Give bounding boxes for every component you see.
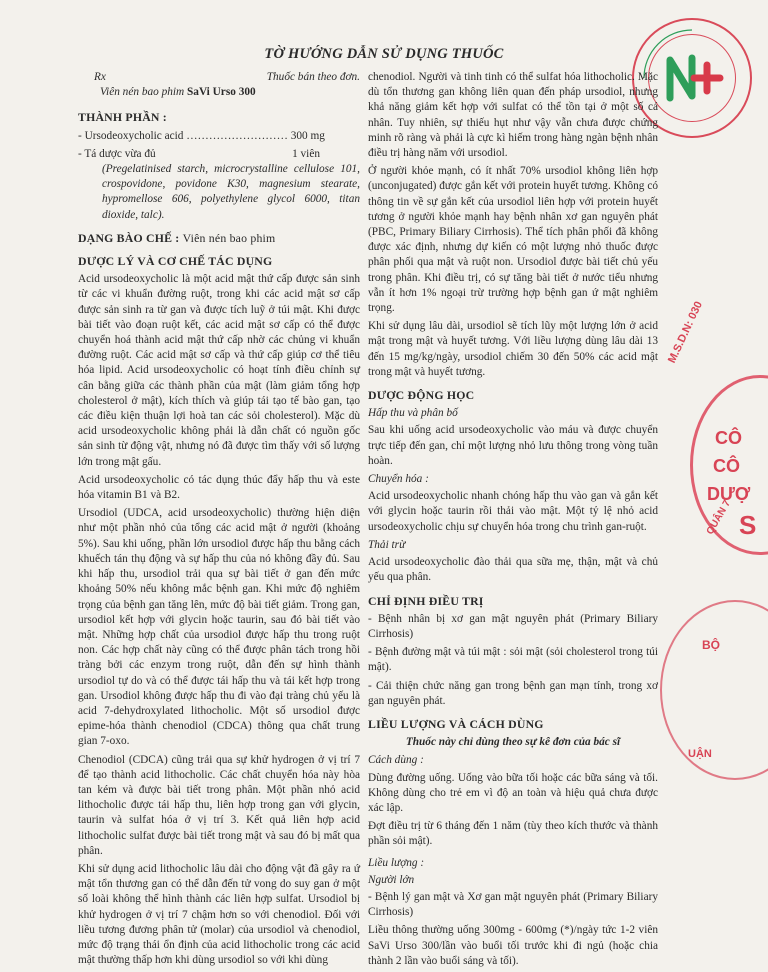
seal-text: BỘ xyxy=(702,638,720,652)
prescription-note: Thuốc này chỉ dùng theo sự kê đơn của bác sĩ xyxy=(405,736,621,749)
absorption-label: Hấp thu và phân bố xyxy=(368,407,458,420)
dosage-heading: LIỀU LƯỢNG VÀ CÁCH DÙNG xyxy=(368,716,544,731)
adult-label: Người lớn xyxy=(368,873,415,886)
absorption-text: Sau khi uống acid ursodeoxycholic vào máu và được chuyển trực tiếp đến gan, chỉ một lượng nhỏ lưu thông trong vòng tuần hoàn. xyxy=(368,424,658,467)
product-prefix: Viên nén bao phim xyxy=(100,86,185,99)
composition-active: - Ursodeoxycholic acid ……………………… 300 mg xyxy=(78,129,325,142)
course-text: Đợt điều trị từ 6 tháng đến 1 năm (tùy theo kích thước và thành phần sỏi mật). xyxy=(368,820,658,848)
rx-note: Thuốc bán theo đơn. xyxy=(266,71,360,83)
adult-indication: - Bệnh lý gan mật và Xơ gan mật nguyên phát (Primary Biliary Cirrhosis) xyxy=(368,890,658,919)
seal-text: DƯỢ xyxy=(707,484,751,504)
indication-item: - Bệnh nhân bị xơ gan mật nguyên phát (Primary Biliary Cirrhosis) xyxy=(368,612,658,640)
elimination-text: Acid ursodeoxycholic đào thải qua sữa mẹ, thận, mật và chủ yếu qua phân. xyxy=(368,556,658,584)
rx-line xyxy=(78,70,360,85)
metabolism-label: Chuyển hóa : xyxy=(368,473,429,486)
product-name: SaVi Urso 300 xyxy=(187,86,256,99)
pharmacology-paragraph: chenodiol. Người và tinh tinh có thể sulfat hóa lithocholic. Mặc dù tổn thương gan không liên quan đến pháp ursodiol, nhưng khả năng giảm kết hợp với sulfat có thể tồn tại ở một số cá nhân. Tuy nhiên, sự thiếu hụt như vậy vẫn chưa được chứng minh rõ ràng và phải là cực kì hiếm trong hàng ngàn bệnh nhân điều trị hàng năm với ursodiol. xyxy=(368,71,658,160)
composition-excipient-qty: 1 viên xyxy=(292,147,320,160)
pharmacology-paragraph: Khi sử dụng lâu dài, ursodiol sẽ tích lũy một lượng lớn ở acid mật trong mật và huyết tương. Với liều lượng dùng lâu dài 13 đến 15 mg/kg/ngày, ursodiol chiếm 30 đến 50% các acid mật trong mật và huyết tương. xyxy=(368,320,658,378)
composition-heading: THÀNH PHẦN : xyxy=(78,110,167,125)
pharmacology-paragraph: Khi sử dụng acid lithocholic lâu dài cho động vật đã gây ra ứ mật tổn thương gan có thể dẫn đến tử vong do suy gan ở một số loài không thể hình thành các liên hợp sulfat. Ursodiol bị khử hydrogen ở vị trí 7 chậm hơn so với chenodiol. Đối với liều tương đương phân tử (molar) của ursodiol và chenodiol, mức độ trạng thái ổn định của acid lithocholic trong các acid mật thường thấp hơn khi dùng ursodiol so với khi dùng xyxy=(78,862,360,967)
company-seal-stamp xyxy=(690,375,768,555)
adult-dose: Liều thông thường uống 300mg - 600mg (*)/ngày tức 1-2 viên SaVi Urso 300/lần vào buổi tối trước khi đi ngủ (hoặc chia thành 2 lần vào buổi sáng và tối). xyxy=(368,924,658,967)
pharmacology-heading: DƯỢC LÝ VÀ CƠ CHẾ TÁC DỤNG xyxy=(78,254,273,269)
rx-label: Rx xyxy=(94,71,106,83)
seal-text: CÔ xyxy=(715,428,742,448)
pharmacology-paragraph: Chenodiol (CDCA) cũng trải qua sự khử hydrogen ở vị trí 7 để tạo thành acid lithocholic. Các chất chuyển hóa này hòa tan kém và được bài tiết trong phân. Một phần nhỏ acid lithocholic được tái hấp thu, liên hợp trong gan với glycin, taurin và sulfat hóa ở vị trí 3. Kết quả liên hợp acid lithocholic sulfat được bài tiết trong mật và sau đó bị mất qua phân. xyxy=(78,753,360,857)
dosage-form-label: DẠNG BÀO CHẾ : xyxy=(78,230,180,245)
left-column xyxy=(78,70,360,971)
pharmacology-paragraph: Acid ursodeoxycholic là một acid mật thứ cấp được sản sinh từ các vi khuẩn đường ruột, trong khi các acid mật sơ cấp được sản sinh ra từ gan và được tích luỹ ở túi mật. Khi được bài tiết vào đoạn ruột kết, các acid mật sơ cấp có thể được chuyển hoá thành acid mật thứ cấp nhờ các chủng vi khuẩn đường ruột. Các acid mật sơ cấp và thứ cấp giúp cơ thể tiêu hóa lipid. Acid ursodeoxycholic có hoạt tính điều chỉnh sự cân bằng giữa các thành phần của mật (làm giảm tổng hợp cholesterol ở mật), kích thích và giúp tái tạo tế bào gan, tạo các điều kiện thuận lợi hoà tan các sỏi cholesterol). Mặc dù acid ursodeoxycholic không phải là dẫn chất có nguồn gốc sản sinh từ động vật, nhưng nó đã được tìm thấy với số lượng lớn trong mật gấu. xyxy=(78,273,360,468)
metabolism-text: Acid ursodeoxycholic nhanh chóng hấp thu vào gan và gắn kết với glycin hoặc taurin rồi thải vào mật. Một tỷ lệ nhỏ acid ursodeoxycholic chịu sự chuyển hóa trong chu trình gan-ruột. xyxy=(368,490,658,533)
pharmacology-paragraph: Acid ursodeoxycholic có tác dụng thúc đẩy hấp thu và este hóa vitamin B1 và B2. xyxy=(78,473,360,502)
usage-text: Dùng đường uống. Uống vào bữa tối hoặc các bữa sáng và tối. Không dùng cho trẻ em vì độ an toàn và hiệu quả chưa được xác lập. xyxy=(368,771,658,814)
pharmacokinetics-heading: DƯỢC ĐỘNG HỌC xyxy=(368,388,475,403)
dosage-form-row xyxy=(78,231,360,246)
pharmacology-paragraph: Ở người khỏe mạnh, có ít nhất 70% ursodiol không liên hợp (unconjugated) được gắn kết với protein huyết tương. Không có thông tin về sự gắn kết của ursodiol liên hợp với protein huyết tương ở người khỏe mạnh hay bệnh nhân xơ gan nguyên phát (PBC, Primary Biliary Cirrhosis). Thể tích phân phối đã không được xác định, nhưng dự kiến có một lượng nhỏ thuốc được phân phối qua mật và ruột non. Ursodiol được bài tiết chủ yếu trong phân. Khi điều trị, có sự tăng bài tiết ở nước tiểu nhưng vẫn ít hơn 1% ngoại trừ trường hợp bệnh gan ứ mật nghiêm trọng. xyxy=(368,165,658,315)
seal-number: M.S.D.N: 030 xyxy=(666,299,706,366)
seal-text: CÔ xyxy=(713,456,740,476)
seal-text: UẬN xyxy=(688,748,712,760)
indications-heading: CHỈ ĐỊNH ĐIỀU TRỊ xyxy=(368,593,484,608)
product-line xyxy=(78,85,360,100)
indication-item: - Cải thiện chức năng gan trong bệnh gan mạn tính, trong xơ gan nguyên phát. xyxy=(368,679,658,707)
indication-item: - Bệnh đường mật và túi mật : sỏi mật (sỏi cholesterol trong túi mật). xyxy=(368,646,658,674)
composition-excipient-row xyxy=(78,147,360,162)
dosage-form-value: Viên nén bao phim xyxy=(182,230,276,245)
document-title: TỜ HƯỚNG DẪN SỬ DỤNG THUỐC xyxy=(264,46,504,62)
seal-district: QUÂN 7 xyxy=(704,498,734,537)
ministry-seal-stamp xyxy=(660,600,768,780)
excipient-list: (Pregelatinised starch, microcrystalline cellulose 101, crospovidone, povidone K30, magnesium stearate, hypromellose 606, polyethylene glycol 6000, titan dioxide, talc). xyxy=(102,163,360,221)
elimination-label: Thải trừ xyxy=(368,538,406,551)
dose-label: Liều lượng : xyxy=(368,856,425,869)
right-column xyxy=(368,70,658,972)
usage-label: Cách dùng : xyxy=(368,754,424,767)
pharmacology-paragraph: Ursodiol (UDCA, acid ursodeoxycholic) thường hiện diện như một phần nhỏ của tổng các acid mật ở người (khoảng 5%). Sau khi uống, phần lớn ursodiol được hấp thu bằng cách khuếch tán thụ động và sự hấp thu của nó không đầy đủ. Sau khi hấp thu, ursodiol trải qua sự bài tiết ở gan đến mức khoảng 50% nếu không mắc bệnh gan. Khi mức độ nghiêm trọng của bệnh gan tăng lên, mức độ bài tiết giảm. Trong gan, ursodiol kết hợp với glycin hoặc taurin, sau đó bài tiết vào mật. Những hợp chất của ursodiol được hấp thu trong ruột non. Các hợp chất này cũng có thể được phân tách trong hồi tràng bởi các enzym trong ruột, dẫn đến sự hình thành ursodiol tự do và có thể được tái hấp thu và tái kết hợp trong gan. Ursodiol không được hấp thu đi vào đại tràng chủ yếu là acid 7-dehydroxylated lithocholic. Một số ursodiol được epime-hóa thành chenodiol (CDCA) thông qua chất trung gian 7-oxo. xyxy=(78,507,360,748)
composition-excipient: - Tá dược vừa đủ xyxy=(78,147,156,160)
seal-text: S xyxy=(739,510,757,540)
